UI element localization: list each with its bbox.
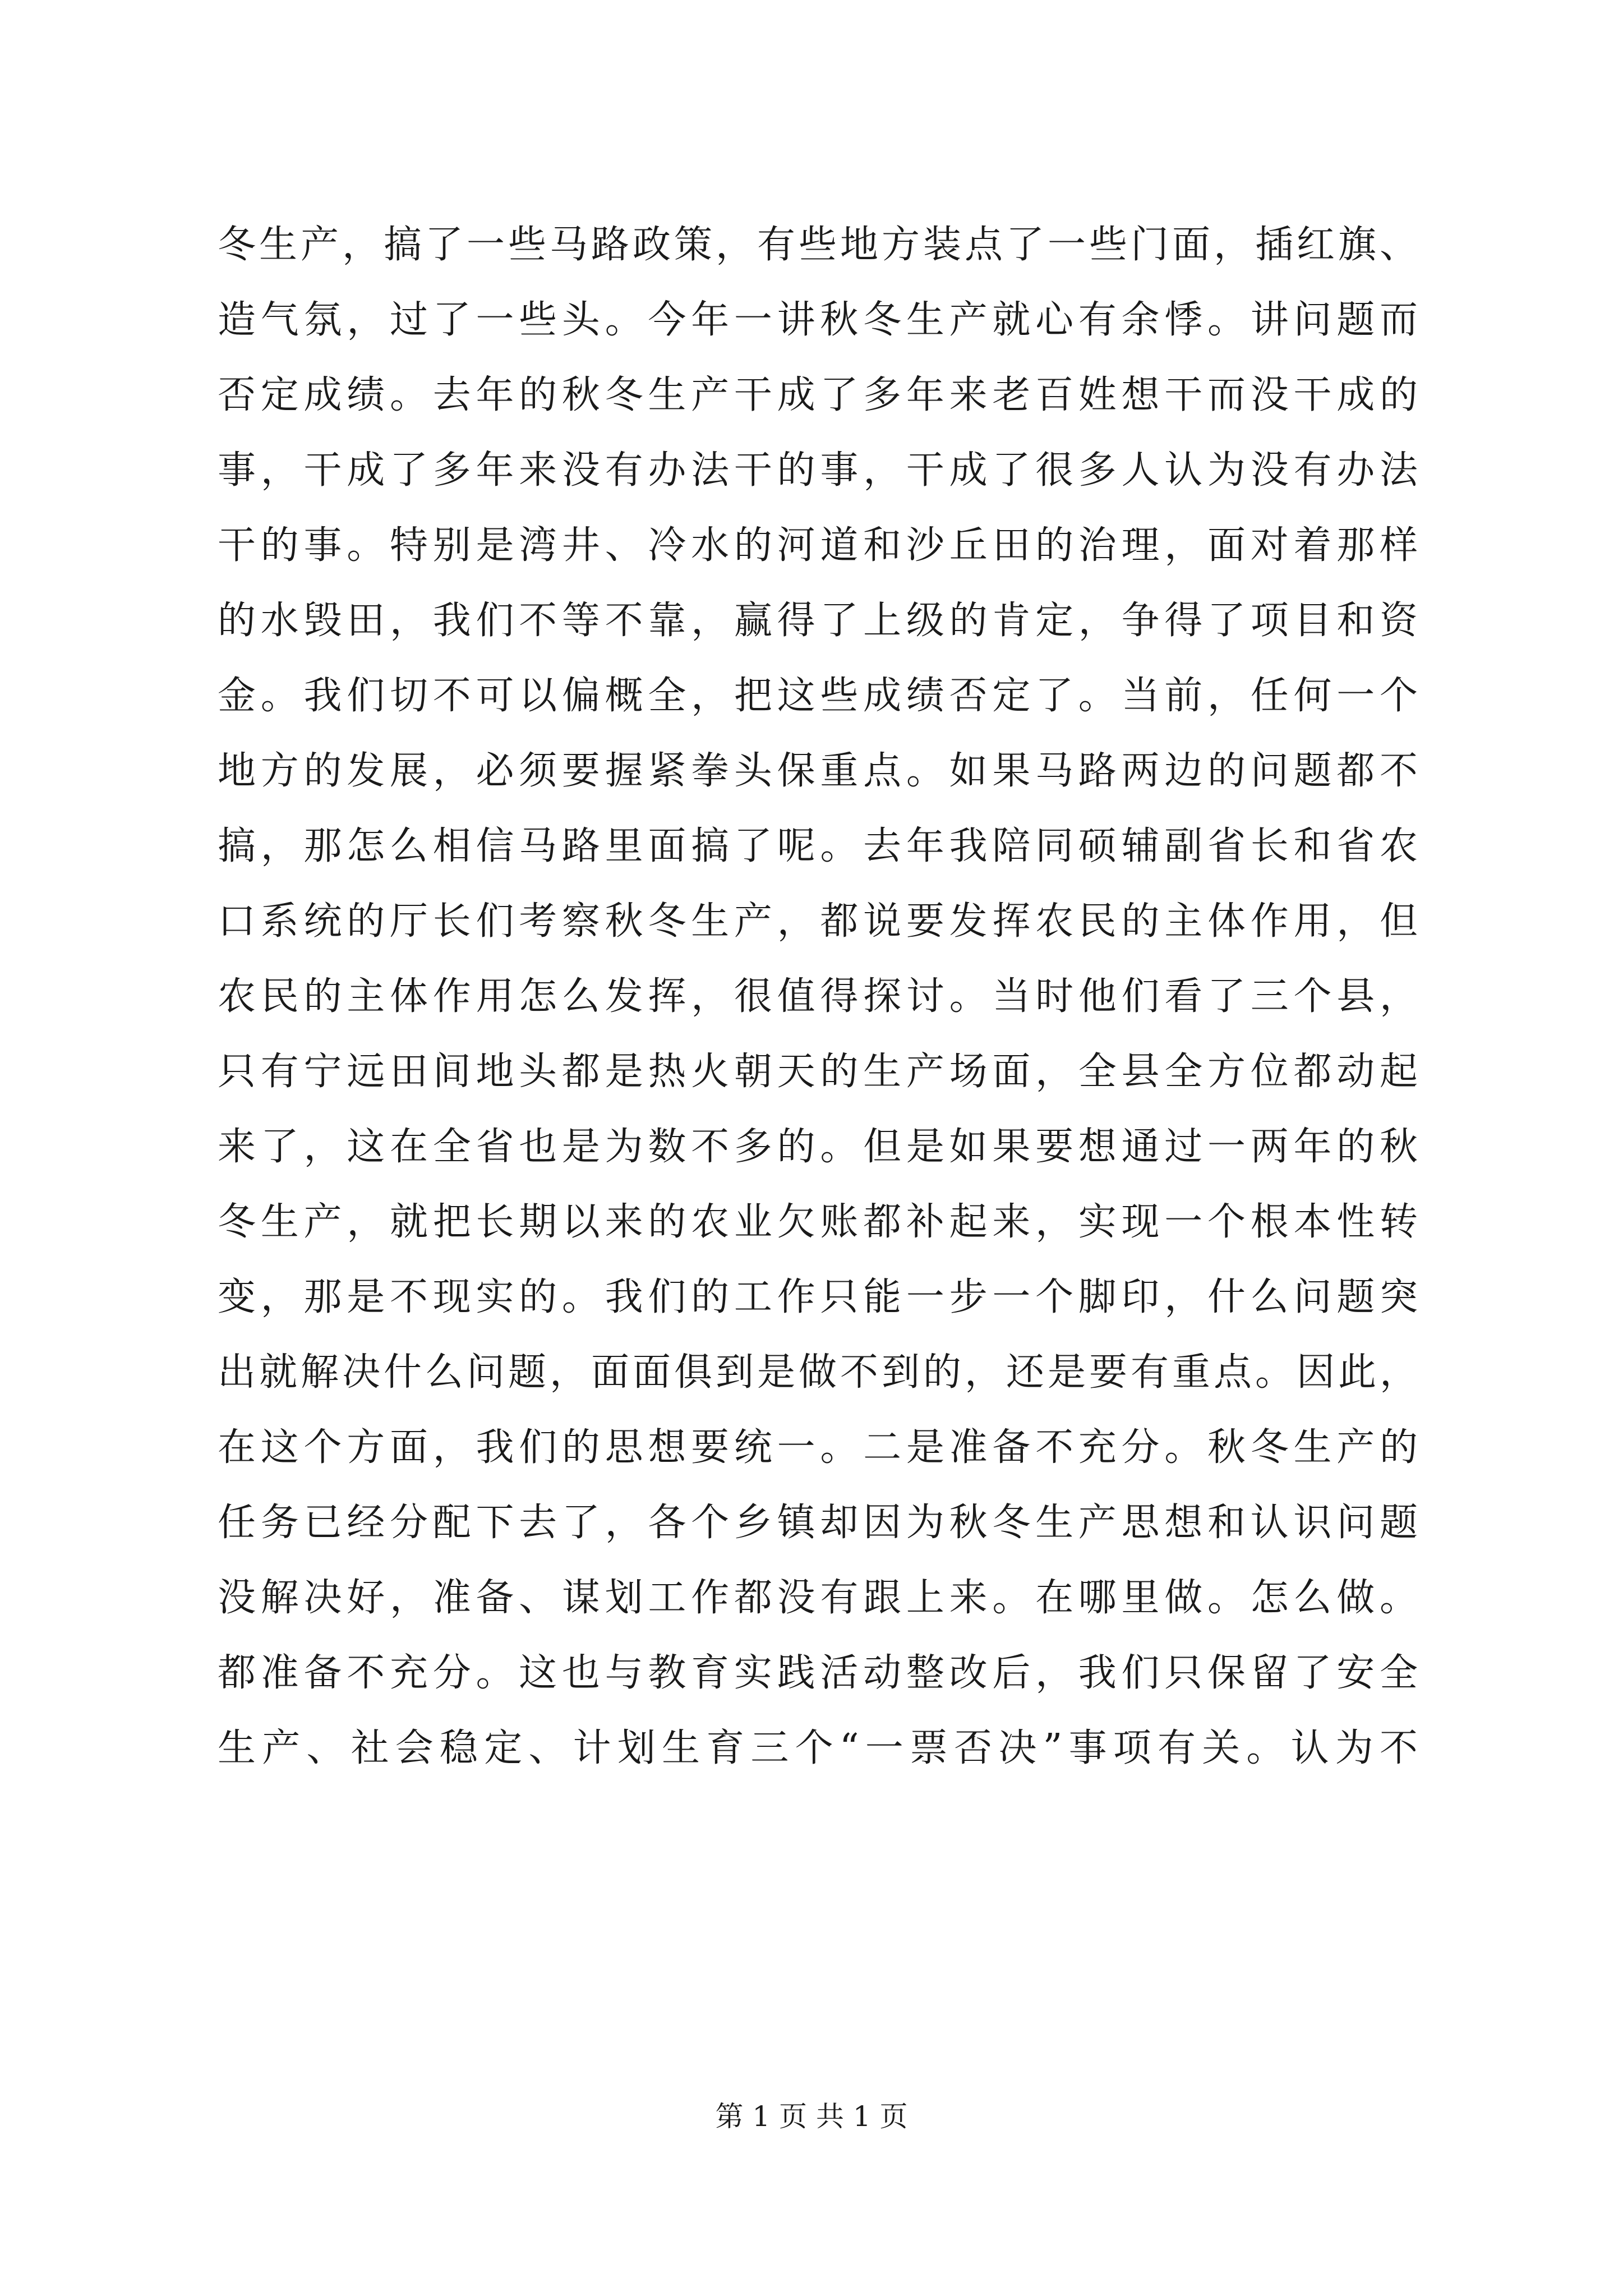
text-line-10: 口系统的厅长们考察秋冬生产，都说要发挥农民的主体作用，但 bbox=[218, 899, 1418, 944]
text-line-2: 造气氛，过了一些头。今年一讲秋冬生产就心有余悸。讲问题而 bbox=[218, 298, 1418, 342]
text-line-19: 没解决好，准备、谋划工作都没有跟上来。在哪里做。怎么做。 bbox=[218, 1576, 1418, 1620]
text-line-15: 变，那是不现实的。我们的工作只能一步一个脚印，什么问题突 bbox=[218, 1275, 1418, 1319]
text-line-5: 干的事。特别是湾井、冷水的河道和沙丘田的治理，面对着那样 bbox=[218, 523, 1418, 568]
text-line-7: 金。我们切不可以偏概全，把这些成绩否定了。当前，任何一个 bbox=[218, 674, 1418, 718]
text-line-12: 只有宁远田间地头都是热火朝天的生产场面，全县全方位都动起 bbox=[218, 1050, 1418, 1094]
text-line-13: 来了，这在全省也是为数不多的。但是如果要想通过一两年的秋 bbox=[218, 1125, 1418, 1169]
text-line-8: 地方的发展，必须要握紧拳头保重点。如果马路两边的问题都不 bbox=[218, 749, 1418, 793]
text-line-17: 在这个方面，我们的思想要统一。二是准备不充分。秋冬生产的 bbox=[218, 1425, 1418, 1470]
page-number-label: 第 1 页 共 1 页 bbox=[715, 2100, 908, 2133]
text-line-20: 都准备不充分。这也与教育实践活动整改后，我们只保留了安全 bbox=[218, 1651, 1418, 1695]
text-line-14: 冬生产，就把长期以来的农业欠账都补起来，实现一个根本性转 bbox=[218, 1200, 1418, 1244]
text-line-6: 的水毁田，我们不等不靠，赢得了上级的肯定，争得了项目和资 bbox=[218, 599, 1418, 643]
text-line-3: 否定成绩。去年的秋冬生产干成了多年来老百姓想干而没干成的 bbox=[218, 373, 1418, 417]
text-line-21: 生产、社会稳定、计划生育三个“一票否决”事项有关。认为不 bbox=[218, 1726, 1418, 1770]
text-line-1: 冬生产，搞了一些马路政策，有些地方装点了一些门面，插红旗、 bbox=[218, 223, 1418, 267]
body-text bbox=[218, 208, 1418, 1786]
text-line-4: 事，干成了多年来没有办法干的事，干成了很多人认为没有办法 bbox=[218, 448, 1418, 493]
text-line-18: 任务已经分配下去了，各个乡镇却因为秋冬生产思想和认识问题 bbox=[218, 1501, 1418, 1545]
text-line-16: 出就解决什么问题，面面俱到是做不到的，还是要有重点。因此， bbox=[218, 1350, 1418, 1395]
text-line-11: 农民的主体作用怎么发挥，很值得探讨。当时他们看了三个县， bbox=[218, 974, 1418, 1019]
text-line-9: 搞，那怎么相信马路里面搞了呢。去年我陪同硕辅副省长和省农 bbox=[218, 824, 1418, 868]
page-footer bbox=[0, 2097, 1623, 2136]
